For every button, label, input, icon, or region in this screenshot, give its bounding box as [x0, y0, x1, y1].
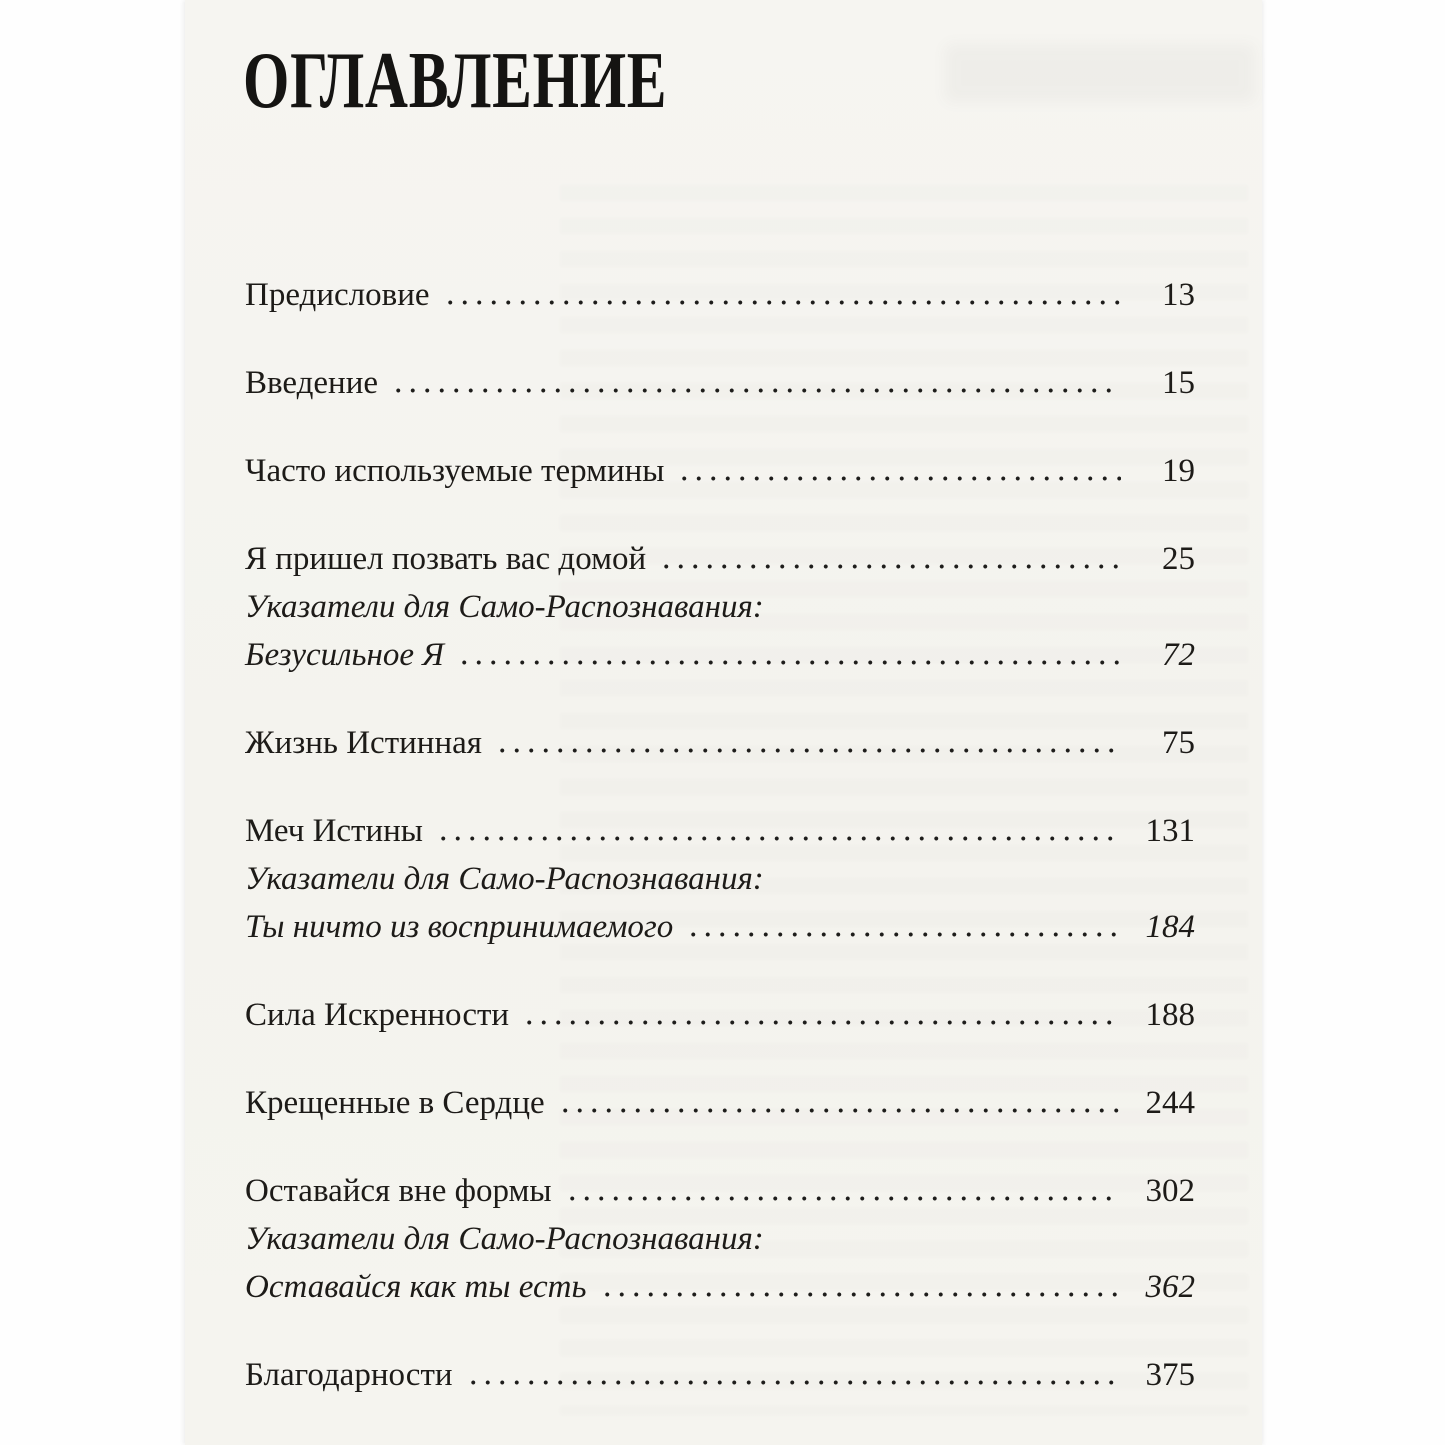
toc-entry-line: [245, 447, 1195, 495]
toc-page-number: 19: [1162, 453, 1195, 489]
toc-entry-label: Указатели для Само-Распознавания:: [245, 589, 764, 625]
toc-entry-label: Часто используемые термины: [245, 453, 665, 489]
toc-page-number: 13: [1162, 277, 1195, 313]
toc-group: [245, 719, 1195, 767]
toc-leader-dots: [558, 1108, 1121, 1113]
toc-list: [245, 271, 1195, 1439]
toc-leader-dots: [457, 660, 1121, 665]
toc-entry-line: [245, 271, 1195, 319]
toc-group: [245, 1351, 1195, 1399]
toc-entry-label: Я пришел позвать вас домой: [245, 541, 647, 577]
toc-entry-label: Оставайся вне формы: [245, 1173, 552, 1209]
toc-entry-line: [245, 1167, 1195, 1215]
toc-entry-line: [245, 1263, 1195, 1311]
toc-entry-line: [245, 991, 1195, 1039]
toc-entry-line: [245, 1215, 1195, 1263]
toc-entry-label: Введение: [245, 365, 379, 401]
toc-group: [245, 1079, 1195, 1127]
toc-page-number: 131: [1145, 813, 1195, 849]
toc-leader-dots: [686, 932, 1121, 937]
toc-page-number: 184: [1145, 909, 1195, 945]
toc-entry-line: [245, 719, 1195, 767]
toc-entry-label: Предисловие: [245, 277, 430, 313]
toc-leader-dots: [436, 836, 1121, 841]
toc-leader-dots: [466, 1380, 1121, 1385]
toc-entry-label: Оставайся как ты есть: [245, 1269, 587, 1305]
toc-entry-line: [245, 1079, 1195, 1127]
toc-entry-line: [245, 583, 1195, 631]
toc-entry-line: [245, 1351, 1195, 1399]
toc-entry-line: [245, 855, 1195, 903]
toc-leader-dots: [677, 476, 1121, 481]
toc-group: [245, 807, 1195, 951]
toc-entry-label: Крещенные в Сердце: [245, 1085, 545, 1121]
toc-entry-line: [245, 535, 1195, 583]
toc-entry-label: Меч Истины: [245, 813, 423, 849]
toc-leader-dots: [659, 564, 1121, 569]
toc-leader-dots: [565, 1196, 1121, 1201]
toc-page-number: 188: [1145, 997, 1195, 1033]
toc-group: [245, 359, 1195, 407]
toc-page-number: 375: [1145, 1357, 1195, 1393]
toc-group: [245, 535, 1195, 679]
toc-page-number: 25: [1162, 541, 1195, 577]
toc-page-number: 15: [1162, 365, 1195, 401]
toc-leader-dots: [522, 1020, 1121, 1025]
book-page: [185, 0, 1262, 1445]
toc-leader-dots: [495, 748, 1121, 753]
toc-entry-line: [245, 903, 1195, 951]
toc-entry-label: Ты ничто из воспринимаемого: [245, 909, 674, 945]
toc-entry-label: Безусильное Я: [245, 637, 444, 673]
toc-group: [245, 447, 1195, 495]
toc-page-number: 75: [1162, 725, 1195, 761]
toc-group: [245, 271, 1195, 319]
toc-leader-dots: [600, 1292, 1122, 1297]
toc-entry-line: [245, 359, 1195, 407]
toc-page-number: 362: [1145, 1269, 1195, 1305]
toc-leader-dots: [391, 388, 1121, 393]
toc-page-number: 302: [1145, 1173, 1195, 1209]
toc-page-number: 72: [1162, 637, 1195, 673]
toc-group: [245, 1167, 1195, 1311]
toc-leader-dots: [443, 300, 1122, 305]
toc-entry-label: Благодарности: [245, 1357, 453, 1393]
toc-page-number: 244: [1145, 1085, 1195, 1121]
toc-entry-label: Указатели для Само-Распознавания:: [245, 861, 764, 897]
toc-entry-label: Указатели для Само-Распознавания:: [245, 1221, 764, 1257]
toc-group: [245, 991, 1195, 1039]
toc-entry-label: Сила Искренности: [245, 997, 510, 1033]
toc-entry-line: [245, 631, 1195, 679]
toc-entry-label: Жизнь Истинная: [245, 725, 482, 761]
toc-entry-line: [245, 807, 1195, 855]
page-title: ОГЛАВЛЕНИЕ: [243, 37, 668, 125]
show-through-ghost-heading: [945, 44, 1255, 102]
